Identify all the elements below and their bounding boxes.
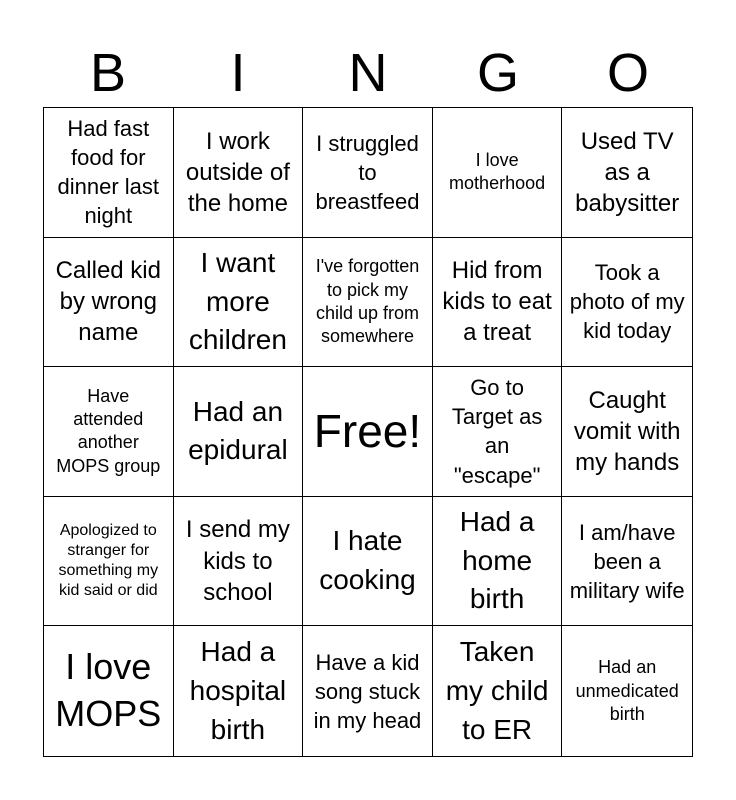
bingo-cell-r2-c1[interactable] — [174, 367, 304, 497]
cell-text: Apologized to stranger for something my kid said or did — [58, 522, 159, 600]
cell-text: Have a kid song stuck in my head — [313, 649, 422, 733]
free-space-text: Free! — [313, 405, 422, 458]
header-letter-b: B — [89, 43, 127, 103]
cell-text: I've forgotten to pick my child up from somewhere — [315, 256, 420, 347]
cell-text: Called kid by wrong name — [55, 257, 161, 347]
bingo-cell-r0-c0[interactable] — [44, 108, 174, 238]
cell-text: Used TV as a babysitter — [575, 127, 680, 217]
bingo-cell-r0-c3[interactable] — [433, 108, 563, 238]
bingo-cell-r3-c4[interactable] — [562, 497, 692, 627]
bingo-board — [43, 107, 693, 757]
header-letter-g: G — [476, 43, 519, 103]
bingo-cell-r1-c4[interactable] — [562, 238, 692, 368]
header-letter-n: N — [348, 43, 388, 103]
bingo-cell-r2-c4[interactable] — [562, 367, 692, 497]
bingo-cell-r1-c1[interactable] — [174, 238, 304, 368]
cell-text: I love MOPS — [55, 646, 162, 735]
cell-text: I am/have been a military wife — [569, 519, 685, 603]
bingo-cell-r2-c0[interactable] — [44, 367, 174, 497]
cell-text: I work outside of the home — [185, 127, 290, 217]
cell-text: I want more children — [188, 246, 287, 356]
cell-text: Caught vomit with my hands — [573, 386, 681, 477]
cell-text: I send my kids to school — [185, 516, 290, 606]
cell-text: Go to Target as an "escape" — [451, 375, 543, 488]
bingo-cell-r3-c1[interactable] — [174, 497, 304, 627]
header-letter-i: I — [230, 43, 246, 103]
bingo-cell-r4-c0[interactable] — [44, 626, 174, 756]
header-letter-o: O — [606, 43, 649, 103]
bingo-cell-r4-c1[interactable] — [174, 626, 304, 756]
bingo-cell-r0-c4[interactable] — [562, 108, 692, 238]
cell-text: Had an epidural — [188, 395, 288, 466]
cell-text: Taken my child to ER — [445, 636, 549, 745]
bingo-header — [43, 40, 693, 106]
bingo-cell-r1-c3[interactable] — [433, 238, 563, 368]
cell-text: Had a home birth — [459, 506, 535, 615]
bingo-cell-r0-c2[interactable] — [303, 108, 433, 238]
cell-text: Hid from kids to eat a treat — [442, 257, 552, 347]
cell-text: Took a photo of my kid today — [569, 260, 685, 344]
bingo-cell-r1-c2[interactable] — [303, 238, 433, 368]
cell-text: I love motherhood — [449, 149, 546, 194]
bingo-cell-r0-c1[interactable] — [174, 108, 304, 238]
bingo-cell-free[interactable] — [303, 367, 433, 497]
cell-text: Had an unmedicated birth — [575, 657, 679, 724]
bingo-cell-r4-c3[interactable] — [433, 626, 563, 756]
cell-text: Had a hospital birth — [189, 636, 287, 745]
bingo-cell-r2-c3[interactable] — [433, 367, 563, 497]
bingo-cell-r1-c0[interactable] — [44, 238, 174, 368]
bingo-cell-r4-c4[interactable] — [562, 626, 692, 756]
bingo-cell-r3-c2[interactable] — [303, 497, 433, 627]
bingo-cell-r3-c0[interactable] — [44, 497, 174, 627]
bingo-cell-r3-c3[interactable] — [433, 497, 563, 627]
cell-text: Have attended another MOPS group — [56, 385, 161, 476]
bingo-cell-r4-c2[interactable] — [303, 626, 433, 756]
cell-text: I hate cooking — [319, 525, 416, 596]
cell-text: Had fast food for dinner last night — [57, 116, 160, 229]
cell-text: I struggled to breastfeed — [315, 130, 420, 214]
